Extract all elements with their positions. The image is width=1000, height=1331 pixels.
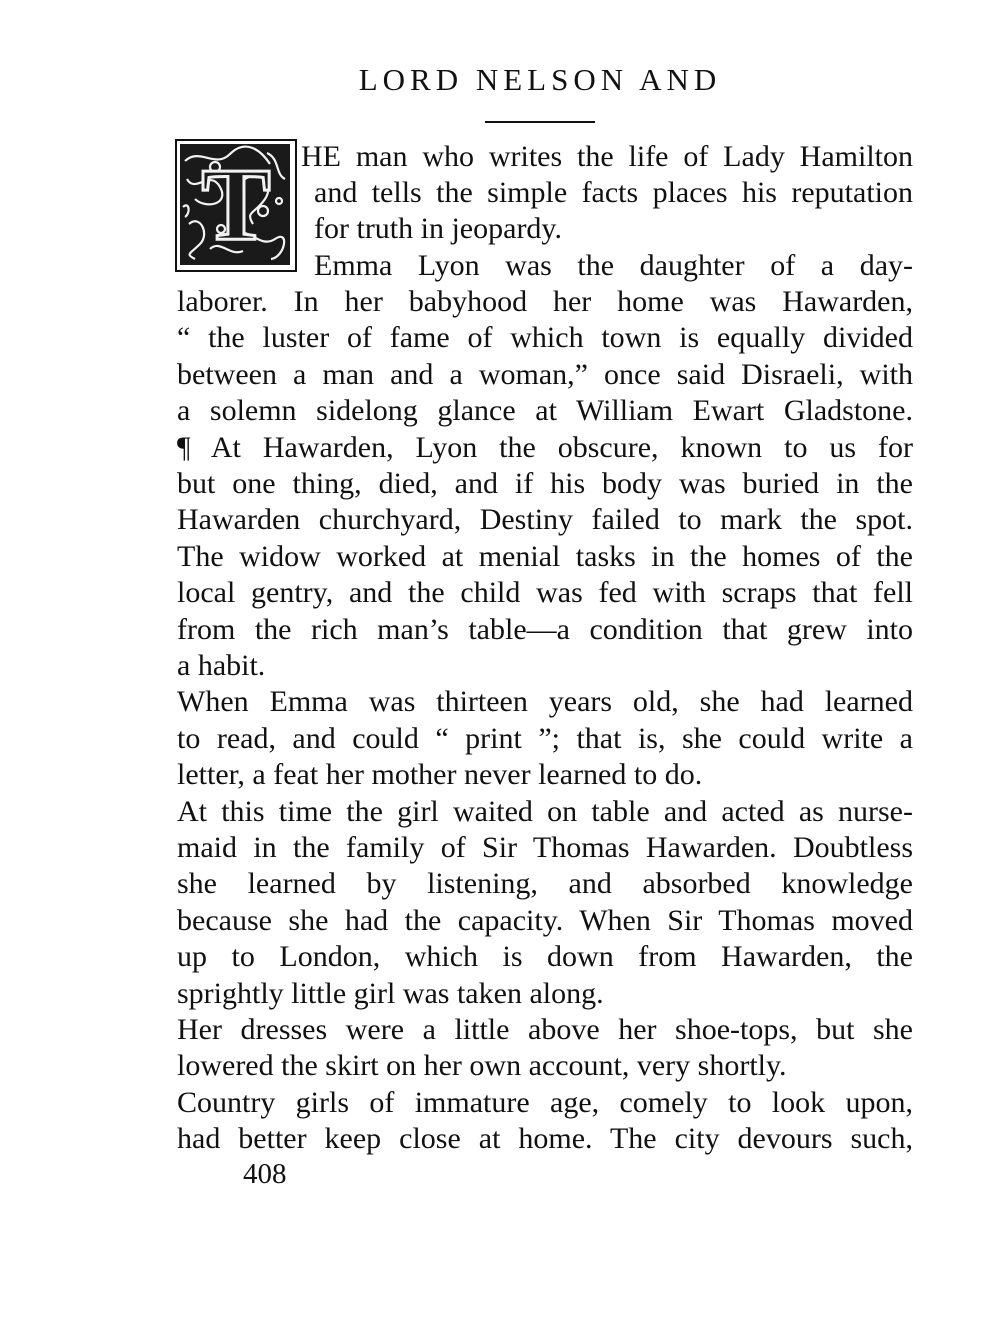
text-line: between a man and a woman,” once said Disraeli, with — [177, 358, 913, 391]
text-line: to read, and could “ print ”; that is, she could write a — [177, 722, 913, 755]
drop-cap-letter: T — [201, 147, 271, 262]
text-line: maid in the family of Sir Thomas Hawarden. Doubtless — [177, 831, 913, 864]
head-rule — [485, 121, 595, 123]
text-line: HE man who writes the life of Lady Hamilton — [301, 140, 913, 173]
text-line: local gentry, and the child was fed with scraps that fell — [177, 576, 913, 609]
text-line: she learned by listening, and absorbed knowledge — [177, 867, 913, 900]
text-line: for truth in jeopardy. — [314, 212, 562, 245]
text-line: laborer. In her babyhood her home was Hawarden, — [177, 285, 913, 318]
text-line: a habit. — [177, 649, 266, 682]
drop-cap-ornament — [175, 139, 297, 272]
text-line: because she had the capacity. When Sir Thomas moved — [177, 904, 913, 937]
text-line: Hawarden churchyard, Destiny failed to mark the spot. — [177, 503, 913, 536]
text-line: but one thing, died, and if his body was buried in the — [177, 467, 913, 500]
page-number: 408 — [243, 1158, 287, 1190]
text-line: from the rich man’s table—a condition that grew into — [177, 613, 913, 646]
text-line: ¶ At Hawarden, Lyon the obscure, known to us for — [177, 431, 913, 464]
text-line: up to London, which is down from Hawarden, the — [177, 940, 913, 973]
text-line: a solemn sidelong glance at William Ewart Gladstone. — [177, 394, 913, 427]
text-line: When Emma was thirteen years old, she had learned — [177, 685, 913, 718]
text-line: “ the luster of fame of which town is equally divided — [177, 321, 913, 354]
text-line: and tells the simple facts places his reputation — [314, 176, 913, 209]
text-line: letter, a feat her mother never learned to do. — [177, 758, 703, 791]
running-head: LORD NELSON AND — [358, 62, 722, 97]
text-line: Country girls of immature age, comely to look upon, — [177, 1086, 913, 1119]
text-line: Emma Lyon was the daughter of a day- — [314, 249, 913, 282]
text-line: At this time the girl waited on table and acted as nurse- — [177, 795, 913, 828]
text-line: Her dresses were a little above her shoe-tops, but she — [177, 1013, 913, 1046]
text-line: The widow worked at menial tasks in the homes of the — [177, 540, 913, 573]
text-line: sprightly little girl was taken along. — [177, 977, 604, 1010]
text-line: had better keep close at home. The city devours such, — [177, 1122, 913, 1155]
text-line: lowered the skirt on her own account, very shortly. — [177, 1049, 787, 1082]
